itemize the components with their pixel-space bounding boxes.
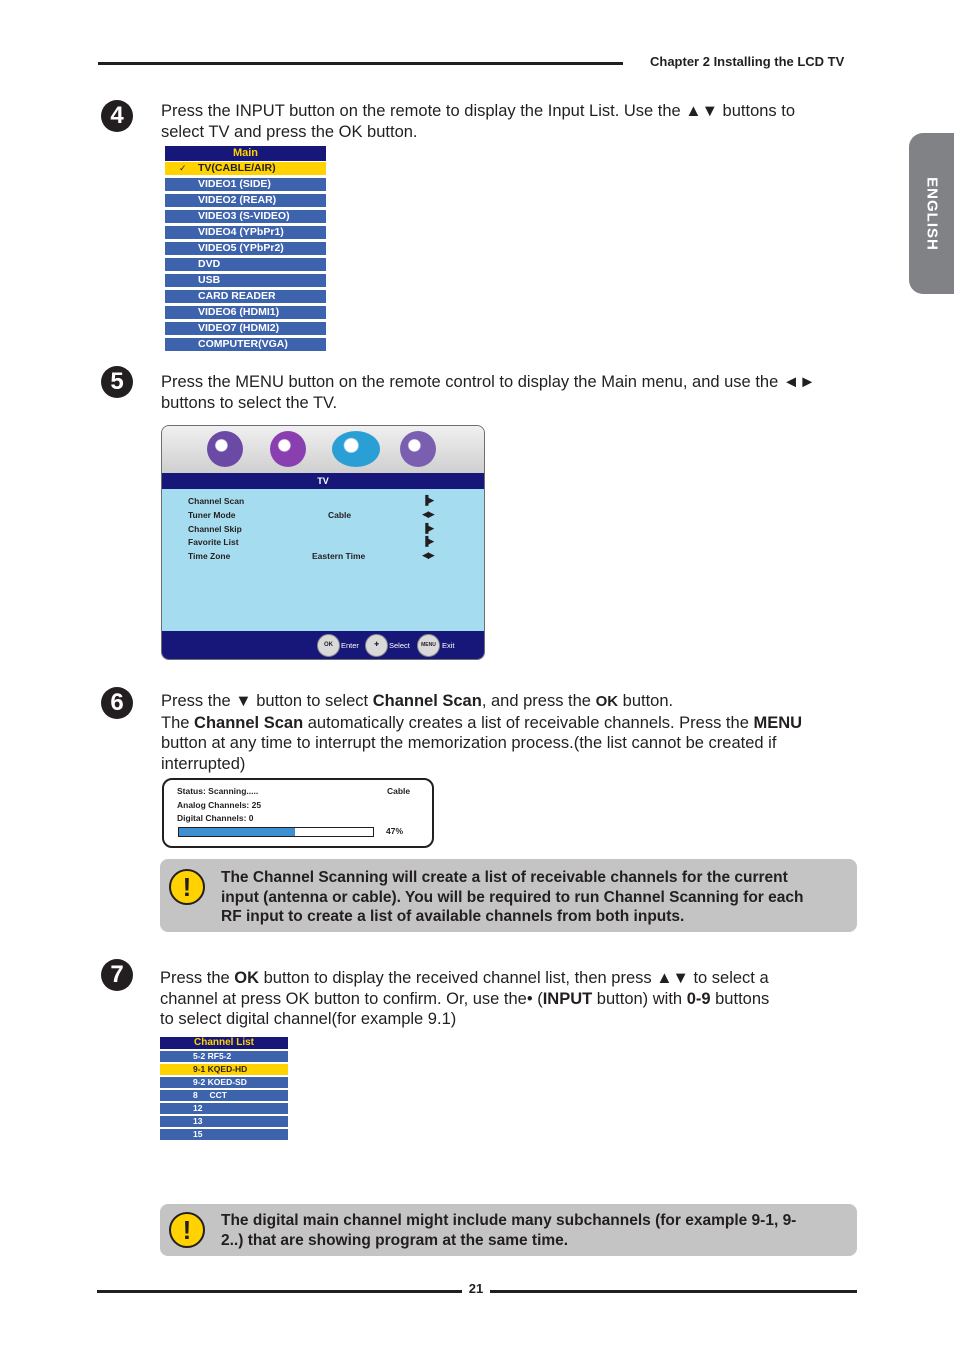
- warning-icon: !: [169, 1212, 205, 1248]
- input-list-item[interactable]: [165, 162, 326, 175]
- text-run: , and press the: [481, 692, 596, 710]
- step-6-badge: 6: [101, 687, 133, 719]
- enter-arrow-icon: ▐▶: [422, 495, 434, 505]
- setup-menu-icon[interactable]: [400, 431, 436, 467]
- text-run: button.: [618, 692, 674, 710]
- step-6-line-3: button at any time to interrupt the memorization process.(the list cannot be created if: [161, 734, 777, 752]
- picture-menu-icon[interactable]: [207, 431, 243, 467]
- step-7-badge: 7: [101, 959, 133, 991]
- page-number: 21: [468, 1281, 484, 1296]
- step-4-text: [161, 101, 795, 142]
- step-7-text: [160, 968, 769, 1030]
- chapter-title: Chapter 2 Installing the LCD TV: [650, 54, 845, 69]
- text-run: Press the: [160, 969, 235, 987]
- scan-source: Cable: [387, 786, 411, 796]
- step-6-line-4: interrupted): [161, 754, 246, 773]
- header-rule: [98, 62, 623, 65]
- note-line: The Channel Scanning will create a list of receivable channels for the current: [221, 869, 788, 886]
- enter-arrow-icon: ▐▶: [422, 523, 434, 533]
- menu-icon-bar: [162, 426, 484, 473]
- text-run-bold: 0-9: [686, 989, 711, 1008]
- input-list-item[interactable]: CARD READER: [165, 290, 326, 303]
- channel-scan-status-box: [162, 778, 434, 848]
- scan-percent: 47%: [386, 826, 404, 836]
- input-list-title: Main: [165, 146, 326, 161]
- dpad-icon: ✚: [365, 634, 388, 657]
- note-line: RF input to create a list of available channels from both inputs.: [221, 908, 685, 925]
- left-right-arrow-icon: ◀▶: [422, 550, 434, 560]
- footer-select-label: Select: [389, 641, 410, 650]
- digital-channels: Digital Channels: 0: [177, 813, 254, 823]
- channel-list-item[interactable]: 9-1 KQED-HD: [160, 1064, 288, 1075]
- step-5-text: [161, 372, 816, 413]
- check-icon: ✓: [179, 163, 187, 173]
- analog-channels: Analog Channels: 25: [177, 800, 262, 810]
- input-list-item[interactable]: DVD: [165, 258, 326, 271]
- note-channel-scanning: [160, 859, 857, 932]
- step-6-text: [161, 691, 802, 774]
- step-7-line-3: to select digital channel(for example 9.1): [160, 1010, 457, 1028]
- footer-rule-right: [490, 1290, 857, 1293]
- input-list-item[interactable]: COMPUTER(VGA): [165, 338, 326, 351]
- text-run: buttons: [710, 989, 770, 1008]
- step-4-badge: 4: [101, 100, 133, 132]
- input-list-item[interactable]: VIDEO1 (SIDE): [165, 178, 326, 191]
- channel-list-item[interactable]: 9-2 KOED-SD: [160, 1077, 288, 1088]
- text-run-bold: MENU: [753, 713, 803, 732]
- input-list-item[interactable]: VIDEO4 (YPbPr1): [165, 226, 326, 239]
- input-list-item[interactable]: VIDEO5 (YPbPr2): [165, 242, 326, 255]
- input-list-item[interactable]: USB: [165, 274, 326, 287]
- audio-menu-icon[interactable]: [270, 431, 306, 467]
- tv-menu-icon[interactable]: [332, 431, 380, 467]
- channel-list-item[interactable]: 15: [160, 1129, 288, 1140]
- input-list-menu: [165, 146, 326, 351]
- input-list-item[interactable]: VIDEO2 (REAR): [165, 194, 326, 207]
- input-list-item[interactable]: VIDEO7 (HDMI2): [165, 322, 326, 335]
- footer-rule-left: [97, 1290, 462, 1293]
- text-run-bold: OK: [234, 969, 260, 987]
- menu-item-tuner-mode[interactable]: Tuner Mode: [188, 510, 236, 520]
- channel-list-item[interactable]: 5-2 RF5-2: [160, 1051, 288, 1062]
- text-run: Press the ▼ button to select: [161, 692, 373, 710]
- text-run-bold: OK: [595, 693, 619, 710]
- tv-menu-title: TV: [162, 473, 484, 489]
- menu-footer: [162, 631, 484, 659]
- footer-enter-label: Enter: [341, 641, 359, 650]
- text-run: The: [161, 713, 195, 732]
- input-list-item-label: TV(CABLE/AIR): [198, 162, 276, 174]
- menu-button-icon: MENU: [417, 634, 440, 657]
- note-subchannels: [160, 1204, 857, 1256]
- scan-status: Status: Scanning.....: [177, 786, 259, 796]
- channel-list-menu: [160, 1037, 288, 1140]
- menu-item-channel-skip[interactable]: Channel Skip: [188, 524, 242, 534]
- text-run-bold: Channel Scan: [194, 713, 304, 732]
- language-tab-label: ENGLISH: [923, 176, 940, 251]
- text-run: channel at press OK button to confirm. Or, use the• (: [160, 989, 543, 1008]
- warning-icon: !: [169, 869, 205, 905]
- channel-list-item[interactable]: 13: [160, 1116, 288, 1127]
- channel-list-item[interactable]: 8 CCT: [160, 1090, 288, 1101]
- left-right-arrow-icon: ◀▶: [422, 509, 434, 519]
- step-4-line-2: select TV and press the OK button.: [161, 122, 418, 141]
- tuner-mode-value: Cable: [328, 510, 352, 520]
- channel-list-title: Channel List: [160, 1037, 288, 1049]
- menu-item-time-zone[interactable]: Time Zone: [188, 551, 231, 561]
- step-5-line-2: buttons to select the TV.: [161, 393, 338, 412]
- step-6-line-2: [161, 713, 802, 734]
- enter-arrow-icon: ▐▶: [422, 536, 434, 546]
- step-6-line-1: [161, 691, 802, 713]
- text-run: button) with: [592, 989, 687, 1008]
- menu-item-channel-scan[interactable]: Channel Scan: [188, 496, 245, 506]
- note-text: [221, 1211, 796, 1250]
- language-tab: [909, 133, 954, 294]
- step-5-badge: 5: [101, 366, 133, 398]
- channel-list-item[interactable]: 12: [160, 1103, 288, 1114]
- time-zone-value: Eastern Time: [312, 551, 366, 561]
- text-run: automatically creates a list of receivable channels. Press the: [303, 713, 754, 732]
- step-7-line-2: [160, 989, 769, 1010]
- scan-progress-bar: [178, 827, 374, 837]
- scan-progress-fill: [179, 828, 295, 836]
- tv-main-menu: [161, 425, 485, 660]
- menu-item-favorite-list[interactable]: Favorite List: [188, 537, 239, 547]
- note-line: input (antenna or cable). You will be required to run Channel Scanning for each: [221, 888, 804, 906]
- note-text: [221, 868, 803, 927]
- text-run-bold: INPUT: [542, 989, 593, 1008]
- step-5-line-1: Press the MENU button on the remote control to display the Main menu, and use the ◄►: [161, 373, 816, 391]
- input-list-item[interactable]: VIDEO6 (HDMI1): [165, 306, 326, 319]
- text-run: button to display the received channel list, then press ▲▼ to select a: [259, 969, 769, 987]
- step-4-line-1: Press the INPUT button on the remote to display the Input List. Use the ▲▼ buttons to: [161, 102, 796, 120]
- note-line: 2..) that are showing program at the same time.: [221, 1231, 569, 1249]
- text-run-bold: Channel Scan: [372, 692, 482, 710]
- note-line: The digital main channel might include many subchannels (for example 9-1, 9-: [221, 1212, 797, 1229]
- step-7-line-1: [160, 968, 769, 989]
- input-list-item[interactable]: VIDEO3 (S-VIDEO): [165, 210, 326, 223]
- footer-exit-label: Exit: [442, 641, 455, 650]
- ok-button-icon: OK: [317, 634, 340, 657]
